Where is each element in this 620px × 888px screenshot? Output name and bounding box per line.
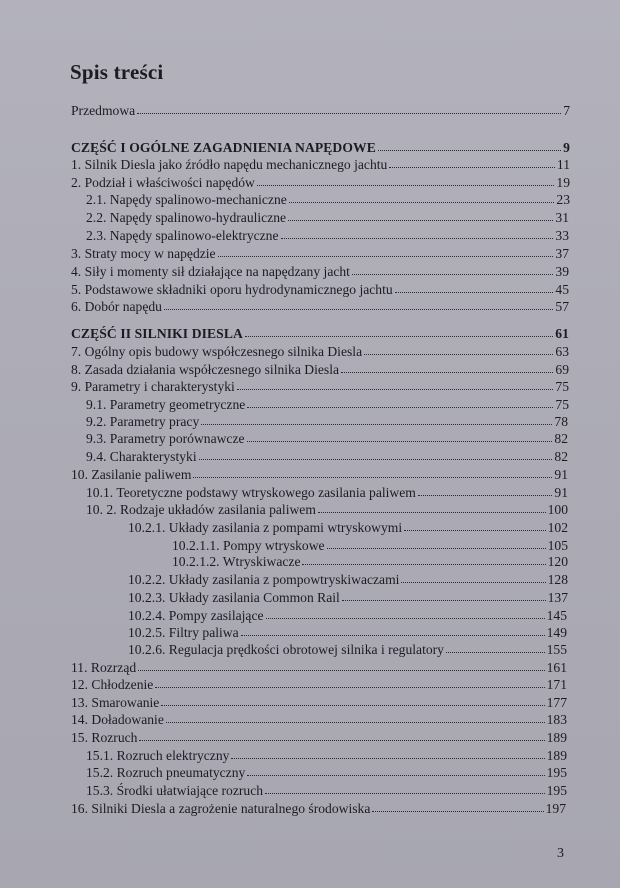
- toc-entry-label: 15.1. Rozruch elektryczny: [86, 748, 230, 763]
- toc-entry: [128, 572, 568, 588]
- toc-entry-label: 10.2.6. Regulacja prędkości obrotowej silnika i regulatory: [128, 642, 444, 657]
- toc-entry-label: 5. Podstawowe składniki oporu hydrodynamicznego jachtu: [71, 282, 393, 297]
- toc-entry-label: 15.3. Środki ułatwiające rozruch: [86, 783, 264, 798]
- toc-part-heading: [71, 326, 569, 342]
- toc-entry-page: 149: [546, 625, 567, 640]
- toc-entry: [71, 379, 569, 395]
- toc-entry-page: 197: [545, 801, 566, 816]
- toc-entry-label: 9. Parametry i charakterystyki: [71, 379, 235, 394]
- toc-leader-dots: [401, 572, 545, 583]
- toc-entry-page: 7: [563, 103, 570, 118]
- toc-entry-label: 2.2. Napędy spalinowo-hydrauliczne: [86, 210, 287, 225]
- toc-leader-dots: [138, 660, 544, 671]
- toc-leader-dots: [201, 414, 552, 425]
- toc-entry: [71, 299, 569, 315]
- toc-entry-page: 189: [546, 748, 567, 763]
- toc-leader-dots: [281, 228, 554, 239]
- toc-entry-page: 91: [554, 485, 568, 500]
- toc-entry-page: 177: [546, 695, 567, 710]
- toc-entry-page: 82: [554, 431, 568, 446]
- toc-entry: [71, 801, 566, 817]
- toc-entry-label: 10.2.4. Pompy zasilające: [128, 608, 264, 623]
- toc-entry: [71, 695, 567, 711]
- toc-entry-page: 120: [547, 554, 568, 569]
- toc-entry: [86, 485, 568, 501]
- toc-entry: [71, 730, 567, 746]
- toc-entry: [71, 264, 569, 280]
- toc-leader-dots: [372, 801, 543, 812]
- toc-leader-dots: [257, 175, 555, 186]
- toc-entry: [71, 282, 569, 298]
- toc-entry: [86, 748, 567, 764]
- toc-entry-label: 10.2.5. Filtry paliwa: [128, 625, 239, 640]
- toc-entry-page: 45: [555, 282, 569, 297]
- toc-entry-label: 9.1. Parametry geometryczne: [86, 397, 246, 412]
- toc-entry-label: 3. Straty mocy w napędzie: [71, 246, 216, 261]
- toc-entry-label: 16. Silniki Diesla a zagrożenie naturalnego środowiska: [71, 801, 371, 816]
- toc-leader-dots: [342, 590, 546, 601]
- toc-entry-label: 10. Zasilanie paliwem: [71, 467, 192, 482]
- toc-entry-page: 75: [555, 379, 569, 394]
- toc-entry-page: 63: [555, 344, 569, 359]
- toc-entry-label: 15.2. Rozruch pneumatyczny: [86, 765, 246, 780]
- toc-entry-label: 2. Podział i właściwości napędów: [71, 175, 255, 190]
- toc-entry: [71, 344, 569, 360]
- toc-leader-dots: [288, 210, 553, 221]
- toc-entry-label: 14. Doładowanie: [71, 712, 164, 727]
- toc-entry: [71, 677, 567, 693]
- toc-leader-dots: [378, 140, 561, 151]
- toc-entry: [86, 210, 569, 226]
- toc-entry: [172, 538, 568, 554]
- toc-entry-page: 145: [546, 608, 567, 623]
- toc-entry-label: 12. Chłodzenie: [71, 677, 154, 692]
- toc-leader-dots: [395, 282, 554, 293]
- toc-entry-label: 9.4. Charakterystyki: [86, 449, 197, 464]
- toc-entry-label: 9.2. Parametry pracy: [86, 414, 200, 429]
- toc-entry-page: 128: [547, 572, 568, 587]
- toc-entry: [71, 660, 567, 676]
- toc-entry-label: 2.3. Napędy spalinowo-elektryczne: [86, 228, 279, 243]
- toc-entry-page: 69: [555, 362, 569, 377]
- toc-entry-label: 10.2.1. Układy zasilania z pompami wtryskowymi: [128, 520, 403, 535]
- toc-entry-page: 9: [563, 140, 570, 155]
- toc-entry-page: 155: [546, 642, 567, 657]
- toc-entry-page: 19: [556, 175, 570, 190]
- toc-entry-label: 10.2.2. Układy zasilania z pompowtryskiwaczami: [128, 572, 400, 587]
- toc-entry: [86, 449, 568, 465]
- toc-entry-label: 9.3. Parametry porównawcze: [86, 431, 245, 446]
- toc-leader-dots: [237, 379, 554, 390]
- toc-entry-page: 91: [554, 467, 568, 482]
- toc-leader-dots: [352, 264, 553, 275]
- toc-entry-page: 102: [547, 520, 568, 535]
- toc-leader-dots: [341, 362, 553, 373]
- toc-entry-page: 100: [547, 502, 568, 517]
- toc-entry: [71, 467, 568, 483]
- toc-leader-dots: [218, 246, 554, 257]
- toc-leader-dots: [155, 677, 544, 688]
- toc-entry-label: 2.1. Napędy spalinowo-mechaniczne: [86, 192, 287, 207]
- toc-entry-page: 82: [554, 449, 568, 464]
- toc-entry-label: 6. Dobór napędu: [71, 299, 162, 314]
- toc-entry: [71, 362, 569, 378]
- toc-entry-page: 189: [546, 730, 567, 745]
- toc-entry-page: 161: [546, 660, 567, 675]
- toc-entry-label: 13. Smarowanie: [71, 695, 160, 710]
- toc-entry: [86, 431, 568, 447]
- toc-entry-label: 4. Siły i momenty sił działające na napędzany jacht: [71, 264, 350, 279]
- toc-leader-dots: [247, 431, 553, 442]
- toc-entry: [71, 103, 570, 119]
- toc-entry-label: 10. 2. Rodzaje układów zasilania paliwem: [86, 502, 316, 517]
- toc-entry: [128, 642, 567, 658]
- toc-leader-dots: [193, 467, 552, 478]
- page-number: 3: [557, 846, 564, 861]
- toc-entry-page: 137: [547, 590, 568, 605]
- toc-entry: [86, 228, 569, 244]
- toc-entry-page: 75: [555, 397, 569, 412]
- toc-leader-dots: [389, 157, 555, 168]
- toc-entry: [128, 608, 567, 624]
- toc-entry-page: 37: [555, 246, 569, 261]
- toc-entry: [172, 554, 568, 570]
- toc-entry-page: 61: [555, 326, 569, 341]
- toc-leader-dots: [139, 730, 544, 741]
- toc-entry: [86, 502, 568, 518]
- toc-entry: [86, 414, 568, 430]
- toc-leader-dots: [241, 625, 545, 636]
- toc-leader-dots: [245, 326, 553, 337]
- toc-entry-page: 183: [546, 712, 567, 727]
- toc-entry-page: 78: [554, 414, 568, 429]
- toc-leader-dots: [404, 520, 546, 531]
- toc-leader-dots: [166, 712, 545, 723]
- toc-leader-dots: [164, 299, 553, 310]
- toc-entry-label: 10.2.1.2. Wtryskiwacze: [172, 554, 301, 569]
- toc-entry-label: CZĘŚĆ I OGÓLNE ZAGADNIENIA NAPĘDOWE: [71, 140, 376, 155]
- toc-entry-page: 11: [556, 157, 570, 172]
- toc-entry: [128, 520, 568, 536]
- toc-entry-label: 10.2.3. Układy zasilania Common Rail: [128, 590, 340, 605]
- toc-entry-page: 39: [555, 264, 569, 279]
- toc-leader-dots: [231, 748, 544, 759]
- toc-entry: [128, 625, 567, 641]
- toc-leader-dots: [247, 397, 553, 408]
- toc-entry-label: Przedmowa: [71, 103, 136, 118]
- toc-entry: [71, 712, 567, 728]
- toc-entry-label: 10.1. Teoretyczne podstawy wtryskowego zasilania paliwem: [86, 485, 416, 500]
- toc-leader-dots: [302, 554, 545, 565]
- toc-entry-label: 1. Silnik Diesla jako źródło napędu mechanicznego jachtu: [71, 157, 388, 172]
- toc-entry-label: 8. Zasada działania współczesnego silnika Diesla: [71, 362, 340, 377]
- toc-entry: [128, 590, 568, 606]
- toc-entry: [71, 157, 570, 173]
- toc-entry: [86, 783, 567, 799]
- toc-leader-dots: [161, 695, 544, 706]
- toc-entry-page: 57: [555, 299, 569, 314]
- toc-leader-dots: [199, 449, 553, 460]
- toc-leader-dots: [327, 538, 546, 549]
- toc-entry: [71, 175, 570, 191]
- toc-leader-dots: [418, 485, 553, 496]
- toc-leader-dots: [137, 103, 561, 114]
- toc-entry-page: 195: [546, 783, 567, 798]
- toc-entry-label: CZĘŚĆ II SILNIKI DIESLA: [71, 326, 243, 341]
- toc-entry-page: 31: [555, 210, 569, 225]
- toc-leader-dots: [289, 192, 555, 203]
- toc-leader-dots: [364, 344, 553, 355]
- toc-entry-label: 10.2.1.1. Pompy wtryskowe: [172, 538, 325, 553]
- toc-leader-dots: [266, 608, 545, 619]
- toc-entry-label: 7. Ogólny opis budowy współczesnego silnika Diesla: [71, 344, 363, 359]
- toc-entry-label: 11. Rozrząd: [71, 660, 137, 675]
- toc-entry-page: 171: [546, 677, 567, 692]
- toc-entry: [71, 246, 569, 262]
- page-title: Spis treści: [70, 60, 164, 84]
- toc-leader-dots: [265, 783, 545, 794]
- toc-entry: [86, 765, 567, 781]
- toc-leader-dots: [446, 642, 545, 653]
- toc-entry: [86, 397, 569, 413]
- toc-entry-page: 23: [556, 192, 570, 207]
- toc-entry-page: 105: [547, 538, 568, 553]
- toc-entry-label: 15. Rozruch: [71, 730, 138, 745]
- toc-leader-dots: [247, 765, 544, 776]
- toc-leader-dots: [318, 502, 546, 513]
- toc-entry-page: 195: [546, 765, 567, 780]
- toc-entry: [86, 192, 570, 208]
- toc-entry-page: 33: [555, 228, 569, 243]
- toc-part-heading: [71, 140, 570, 156]
